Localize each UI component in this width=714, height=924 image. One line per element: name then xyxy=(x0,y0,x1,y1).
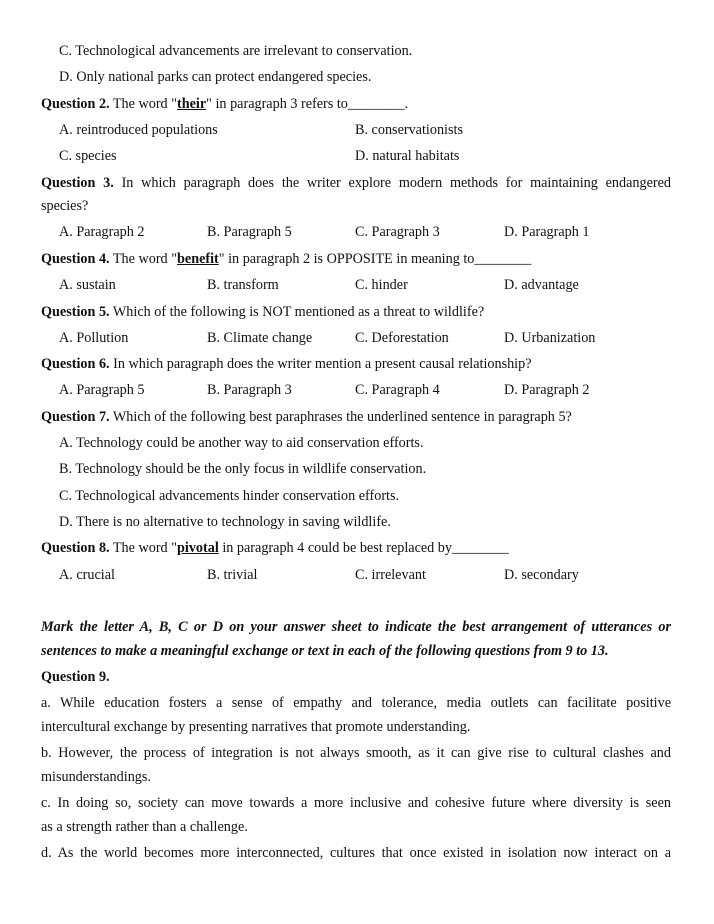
q6-text: In which paragraph does the writer mention a present causal relationship? xyxy=(113,356,532,372)
q7-option-d: D. There is no alternative to technology in saving wildlife. xyxy=(59,514,391,530)
q2-text-after: " in paragraph 3 refers to xyxy=(206,96,348,112)
q5-option-a: A. Pollution xyxy=(59,330,129,346)
q2-option-b: B. conservationists xyxy=(355,122,463,138)
q8-option-c: C. irrelevant xyxy=(355,567,426,583)
q8-blank: ________ xyxy=(452,540,509,556)
q8-stem xyxy=(41,539,509,557)
q2-keyword: their xyxy=(177,96,207,112)
q7-option-a: A. Technology could be another way to aid conservation efforts. xyxy=(59,435,424,451)
q9-item-c-line2: as a strength rather than a challenge. xyxy=(41,819,248,835)
q9-label: Question 9. xyxy=(41,669,110,685)
q9-item-d-line1: d. As the world becomes more interconnected, cultures that once existed in isolation now interact on a xyxy=(41,845,671,861)
q2-option-c: C. species xyxy=(59,148,117,164)
q2-stem xyxy=(41,95,408,113)
q3-option-c: C. Paragraph 3 xyxy=(355,224,440,240)
q6-label: Question 6. xyxy=(41,356,110,372)
q9-item-b-line1: b. However, the process of integration is not always smooth, as it can give rise to cultural clashes and xyxy=(41,745,671,761)
q1-option-c: C. Technological advancements are irrelevant to conservation. xyxy=(59,43,413,59)
q3-option-b: B. Paragraph 5 xyxy=(207,224,292,240)
q4-keyword: benefit xyxy=(177,251,219,267)
q6-option-a: A. Paragraph 5 xyxy=(59,382,145,398)
q7-stem xyxy=(41,408,572,426)
q4-option-b: B. transform xyxy=(207,277,279,293)
q2-blank: ________. xyxy=(347,96,409,112)
q2-label: Question 2. xyxy=(41,96,110,112)
q8-option-b: B. trivial xyxy=(207,567,258,583)
q2-option-d: D. natural habitats xyxy=(355,148,460,164)
q8-label: Question 8. xyxy=(41,540,110,556)
q9-item-a-line2: intercultural exchange by presenting narratives that promote understanding. xyxy=(41,719,471,735)
q5-option-b: B. Climate change xyxy=(207,330,313,346)
q4-option-d: D. advantage xyxy=(504,277,579,293)
q9-item-c-line1: c. In doing so, society can move towards a more inclusive and cohesive future where diversity is seen xyxy=(41,795,671,811)
q3-text-line1: In which paragraph does the writer explore modern methods for maintaining endangered xyxy=(121,175,671,191)
q3-option-d: D. Paragraph 1 xyxy=(504,224,590,240)
q8-option-a: A. crucial xyxy=(59,567,115,583)
q9-item-a-line1: a. While education fosters a sense of empathy and tolerance, media outlets can facilitate positive xyxy=(41,695,671,711)
q4-text-after: " in paragraph 2 is OPPOSITE in meaning to xyxy=(218,251,475,267)
q4-text-before: The word " xyxy=(112,251,177,267)
q6-stem xyxy=(41,355,532,373)
q3-text-line2: species? xyxy=(41,198,89,214)
q5-text: Which of the following is NOT mentioned as a threat to wildlife? xyxy=(112,304,485,320)
q5-option-d: D. Urbanization xyxy=(504,330,596,346)
q8-text-before: The word " xyxy=(112,540,177,556)
q5-label: Question 5. xyxy=(41,304,110,320)
q2-text-before: The word " xyxy=(112,96,177,112)
q4-label: Question 4. xyxy=(41,251,110,267)
q5-stem xyxy=(41,303,484,321)
q3-label: Question 3. xyxy=(41,175,114,191)
q9-item-b-line2: misunderstandings. xyxy=(41,769,151,785)
q7-text: Which of the following best paraphrases the underlined sentence in paragraph 5? xyxy=(112,409,572,425)
section-instruction-line2: sentences to make a meaningful exchange or text in each of the following questions from 9 to 13. xyxy=(41,643,609,659)
section-instruction-line1: Mark the letter A, B, C or D on your answer sheet to indicate the best arrangement of utterances or xyxy=(41,619,671,635)
q3-stem xyxy=(41,174,671,192)
q4-option-a: A. sustain xyxy=(59,277,116,293)
q6-option-c: C. Paragraph 4 xyxy=(355,382,440,398)
q8-keyword: pivotal xyxy=(177,540,219,556)
q6-option-b: B. Paragraph 3 xyxy=(207,382,292,398)
q2-option-a: A. reintroduced populations xyxy=(59,122,218,138)
q6-option-d: D. Paragraph 2 xyxy=(504,382,590,398)
q4-blank: ________ xyxy=(474,251,532,267)
q8-option-d: D. secondary xyxy=(504,567,579,583)
q5-option-c: C. Deforestation xyxy=(355,330,449,346)
q3-option-a: A. Paragraph 2 xyxy=(59,224,145,240)
q7-option-b: B. Technology should be the only focus in wildlife conservation. xyxy=(59,461,427,477)
q8-text-after: in paragraph 4 could be best replaced by xyxy=(218,540,452,556)
q7-option-c: C. Technological advancements hinder conservation efforts. xyxy=(59,488,400,504)
q1-option-d: D. Only national parks can protect endangered species. xyxy=(59,69,372,85)
q7-label: Question 7. xyxy=(41,409,110,425)
q4-option-c: C. hinder xyxy=(355,277,408,293)
q4-stem xyxy=(41,250,531,268)
